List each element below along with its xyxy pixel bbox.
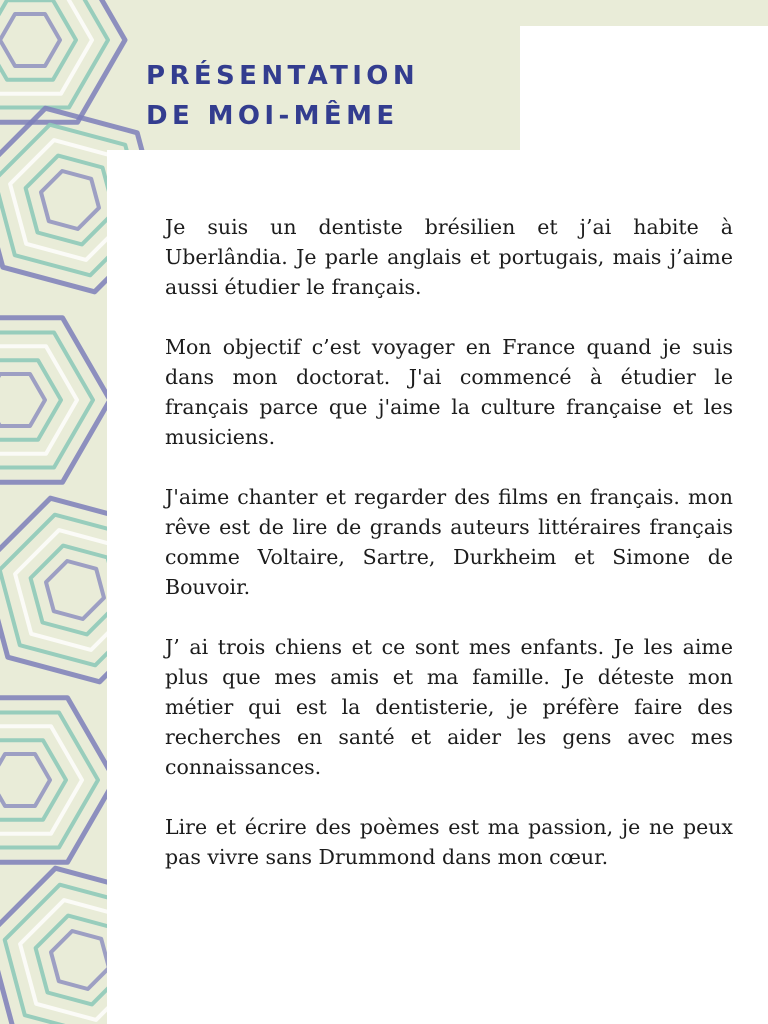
hexagon-outline xyxy=(46,561,104,619)
hexagon-group xyxy=(0,0,125,122)
paragraph-3: J'aime chanter et regarder des films en français. mon rêve est de lire de grands auteurs littéraires français comme Voltaire, Sartre, Durkheim et Simone de Bouvoir. xyxy=(165,485,733,599)
title-line-1: PRÉSENTATION xyxy=(146,61,419,91)
paragraph-1: Je suis un dentiste brésilien et j’ai habite à Uberlândia. Je parle anglais et portugais, mais j’aime aussi étudier le français. xyxy=(165,215,733,299)
paragraph-5: Lire et écrire des poèmes est ma passion, je ne peux pas vivre sans Drummond dans mon cœur. xyxy=(165,815,733,869)
hexagon-outline xyxy=(0,726,82,833)
hexagon-outline xyxy=(0,374,45,426)
paragraph-4: J’ ai trois chiens et ce sont mes enfants. Je les aime plus que mes amis et ma famille. Je déteste mon métier qui est la dentisterie, je préfère faire des recherches en santé et aider les gens avec mes connaissances. xyxy=(165,635,733,779)
hexagon-outline xyxy=(0,14,60,66)
hexagon-outline xyxy=(41,171,99,229)
page-title xyxy=(146,56,419,136)
hexagon-outline xyxy=(26,156,115,245)
header-corner-panel xyxy=(520,26,768,150)
title-line-2: DE MOI-MÊME xyxy=(146,101,399,131)
hexagon-outline xyxy=(51,931,109,989)
hexagon-outline xyxy=(0,754,50,806)
hexagon-group xyxy=(0,318,110,483)
paragraph-2: Mon objectif c’est voyager en France quand je suis dans mon doctorat. J'ai commencé à étudier le français parce que j'aime la culture française et les musiciens. xyxy=(165,335,733,449)
hexagon-group xyxy=(0,698,115,863)
body-text xyxy=(165,212,733,902)
